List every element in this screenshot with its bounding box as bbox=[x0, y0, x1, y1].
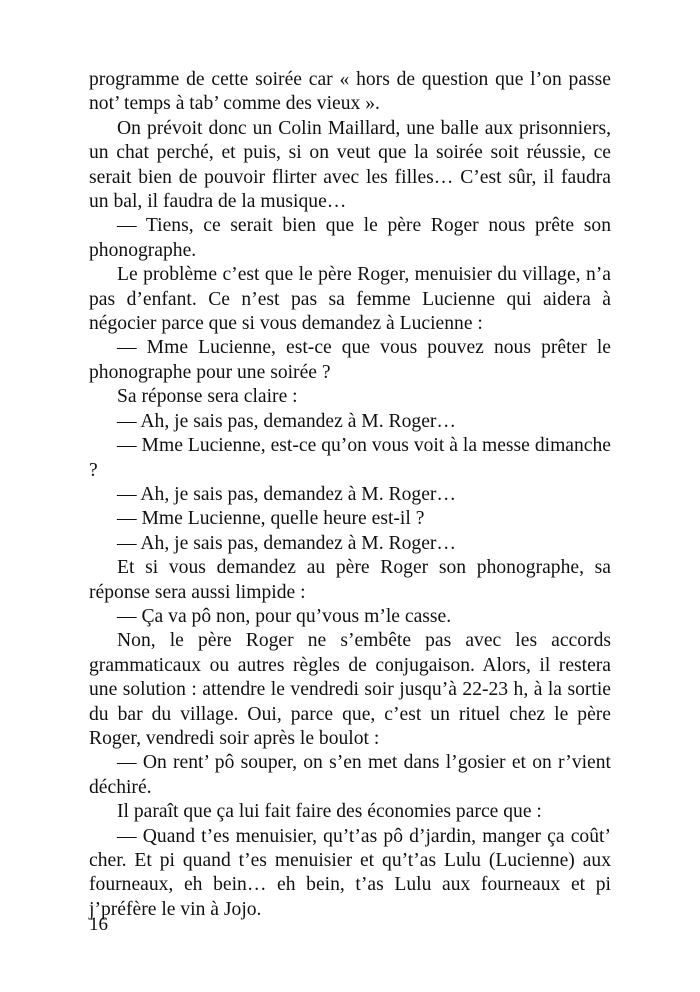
page-body bbox=[89, 68, 611, 922]
paragraph: On prévoit donc un Colin Maillard, une balle aux prisonniers, un chat perché, et puis, si on veut que la soirée soit réussie, ce serait bien de pouvoir flirter avec les filles… C’est sûr, il faudra un bal, il faudra de la musique… bbox=[89, 117, 611, 213]
paragraph: programme de cette soirée car « hors de question que l’on passe not’ temps à tab’ comme des vieux ». bbox=[89, 69, 611, 115]
paragraph: — Ça va pô non, pour qu’vous m’le casse. bbox=[117, 605, 452, 627]
paragraph: — On rent’ pô souper, on s’en met dans l’gosier et on r’vient déchiré. bbox=[89, 752, 611, 798]
paragraph: Le problème c’est que le père Roger, menuisier du village, n’a pas d’enfant. Ce n’est pas sa femme Lucienne qui aidera à négocier parce que si vous demandez à Lucienne : bbox=[89, 264, 611, 335]
paragraph: — Ah, je sais pas, demandez à M. Roger… bbox=[117, 532, 457, 554]
paragraph: — Mme Lucienne, quelle heure est-il ? bbox=[117, 508, 425, 530]
paragraph: Il paraît que ça lui fait faire des économies parce que : bbox=[117, 801, 542, 823]
paragraph: — Ah, je sais pas, demandez à M. Roger… bbox=[117, 410, 457, 432]
paragraph: — Quand t’es menuisier, qu’t’as pô d’jardin, manger ça coût’ cher. Et pi quand t’es menuisier et qu’t’as Lulu (Lucienne) aux fourneaux, eh bein… eh bein, t’as Lulu aux fourneaux et pi j’préfère le vin à Jojo. bbox=[89, 825, 611, 920]
paragraph: — Mme Lucienne, est-ce qu’on vous voit à la messe dimanche ? bbox=[89, 435, 611, 481]
paragraph: Non, le père Roger ne s’embête pas avec les accords grammaticaux ou autres règles de conjugaison. Alors, il restera une solution : attendre le vendredi soir jusqu’à 22-23 h, à la sortie du bar du village. Oui, parce que, c’est un rituel chez le père Roger, vendredi soir après le boulot : bbox=[89, 630, 611, 749]
paragraph: Et si vous demandez au père Roger son phonographe, sa réponse sera aussi limpide : bbox=[89, 557, 611, 603]
paragraph: — Mme Lucienne, est-ce que vous pouvez nous prêter le phonographe pour une soirée ? bbox=[89, 337, 611, 383]
paragraph: — Tiens, ce serait bien que le père Roger nous prête son phonographe. bbox=[89, 215, 611, 261]
paragraph: — Ah, je sais pas, demandez à M. Roger… bbox=[117, 483, 457, 505]
page-number: 16 bbox=[89, 914, 108, 935]
paragraph: Sa réponse sera claire : bbox=[117, 386, 298, 408]
